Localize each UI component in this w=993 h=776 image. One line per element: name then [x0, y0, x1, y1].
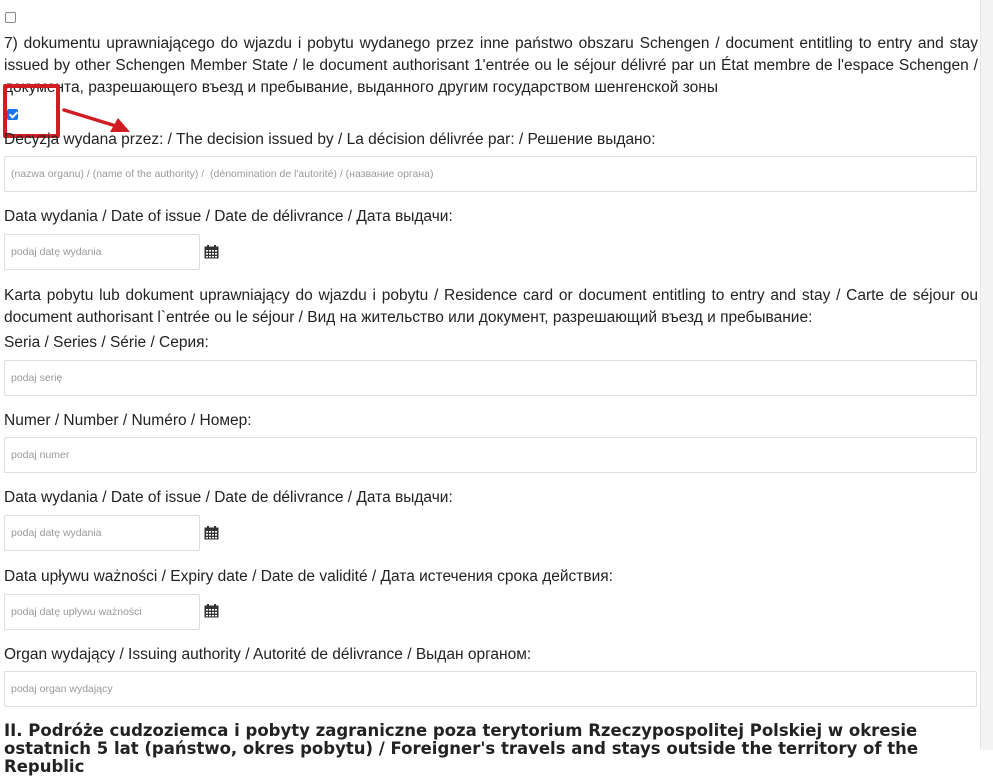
section-ii-title: II. Podróże cudzoziemca i pobyty zagraniczne poza terytorium Rzeczypospolitej Polskiej w okresie ostatnich 5 lat (państwo, okres pobytu) / Foreigner's travels and stays outside the territory of the Republic — [4, 721, 919, 776]
issuing-authority-label: Organ wydający / Issuing authority / Autorité de délivrance / Выдан органом: — [4, 646, 532, 663]
issuing-authority-input[interactable] — [4, 671, 977, 707]
issue-date-1-label: Data wydania / Date of issue / Date de délivrance / Дата выдачи: — [4, 208, 453, 225]
item7-top-checkbox[interactable] — [5, 12, 16, 23]
decision-authority-input[interactable] — [4, 156, 977, 192]
issue-date-2-input[interactable] — [4, 515, 200, 551]
expiry-date-label: Data upływu ważności / Expiry date / Date de validité / Дата истечения срока действия: — [4, 568, 613, 585]
number-label: Numer / Number / Numéro / Номер: — [4, 412, 252, 429]
calendar-icon[interactable] — [204, 245, 219, 259]
series-input[interactable] — [4, 360, 977, 396]
residence-card-text: Karta pobytu lub dokument uprawniający do wjazdu i pobytu / Residence card or document entitling to entry and stay / Carte de séjour ou document authorisant l`entrée ou le séjour / Вид на жительство или документ, разрешающий въезд и пребывание: — [4, 287, 978, 326]
issue-date-1-input[interactable] — [4, 234, 200, 270]
expiry-date-input[interactable] — [4, 594, 200, 630]
calendar-icon[interactable] — [204, 604, 219, 618]
decision-label: Decyzja wydana przez: / The decision issued by / La décision délivrée par: / Решение выдано: — [4, 131, 656, 148]
item7-text: 7) dokumentu uprawniającego do wjazdu i pobytu wydanego przez inne państwo obszaru Schengen / document entitling to entry and stay issued by other Schengen Member State / le document authorisant 1'entrée ou le séjour délivré par un État membre de l'espace Schengen / документа, разрешающего въезд и пребывание, выданного другим государством шенгенской зоны — [4, 35, 978, 96]
issue-date-2-label: Data wydania / Date of issue / Date de délivrance / Дата выдачи: — [4, 489, 453, 506]
calendar-icon[interactable] — [204, 526, 219, 540]
series-label: Seria / Series / Série / Серия: — [4, 334, 209, 351]
page-scrollbar-track[interactable] — [980, 0, 993, 750]
number-input[interactable] — [4, 437, 977, 473]
